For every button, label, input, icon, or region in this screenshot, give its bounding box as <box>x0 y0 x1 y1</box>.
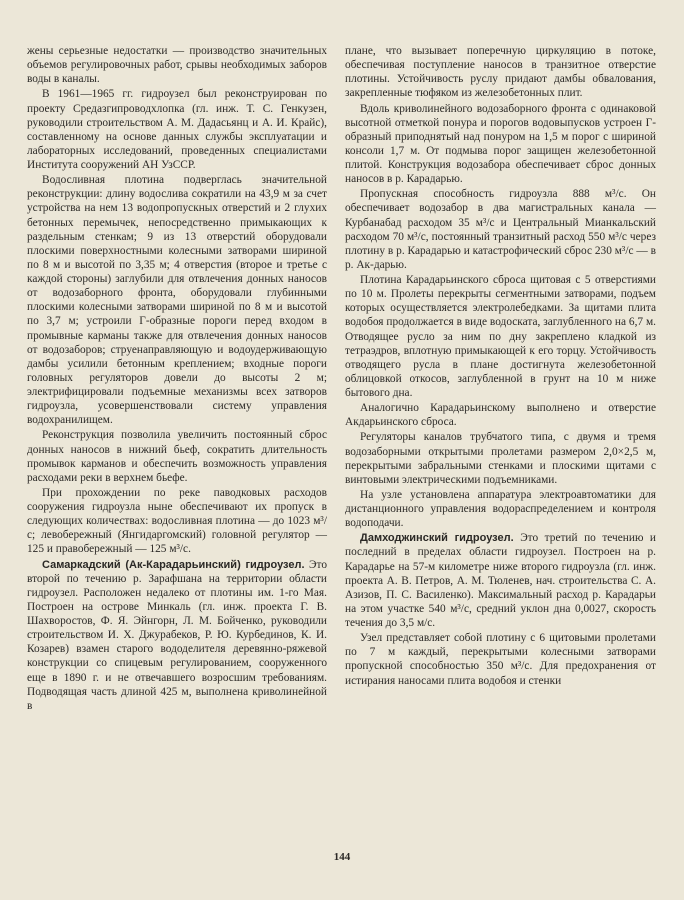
paragraph-body: Это третий по течению и последний в пределах области гидроузел. Построен на р. Карадарье на 57-м километре ниже второго гидроузла (гл. инж. проекта А. В. Петров, А. М. Тюленев, нач. строительства С. А. Азизов, П. С. Василенко). Максимальный расход р. Карадарьи на этом участке 540 м³/с, средний уклон дна 0,0027, скорость течения до 3,5 м/с. <box>345 532 656 629</box>
paragraph <box>345 531 656 630</box>
paragraph: Регуляторы каналов трубчатого типа, с двумя и тремя водозаборными открытыми пролетами размером 2,0×2,5 м, перекрытыми забральными стенками и плоскими щитами с винтовыми электрическими подъемниками. <box>345 431 656 486</box>
left-column <box>27 44 327 713</box>
paragraph: Реконструкция позволила увеличить постоянный сброс донных наносов в нижний бьеф, сократить длительность промывок карманов и обеспечить возможность управления расходами реки в верхнем бьефе. <box>27 429 327 484</box>
paragraph: При прохождении по реке паводковых расходов сооружения гидроузла ныне обеспечивают их пропуск в следующих количествах: водосливная плотина — до 1023 м³/с; левобережный (Янгидаргомский) головной регулятор — 125 и правобережный — 125 м³/с. <box>27 486 327 556</box>
paragraph: Узел представляет собой плотину с 6 щитовыми пролетами по 7 м каждый, перекрытыми колесными затворами пропускной способностью 350 м³/с. Для предохранения от истирания наносами плита водобоя и стенки <box>345 632 656 687</box>
paragraph: жены серьезные недостатки — производство значительных объемов регулировочных работ, срывы необходимых заборов воды в каналы. <box>27 45 327 86</box>
paragraph: В 1961—1965 гг. гидроузел был реконструирован по проекту Средазгипроводхлопка (гл. инж. Т. С. Генкузен, руководили строительством А. М. Дадасьянц и А. И. Крайс), составленному на основе данных службы эксплуатации и лабораторных исследований, проведенных специалистами Института сооружений АН УзССР. <box>27 88 327 171</box>
right-column <box>345 44 656 688</box>
paragraph: Вдоль криволинейного водозаборного фронта с одинаковой высотной отметкой понура и порогов водовыпусков устроен Г-образный приподнятый над понуром на 1,5 м порог с шириной консоли 1,7 м. От подмыва порог защищен железобетонной плитой. Конструкция водозабора обеспечивает сброс донных наносов в р. Карадарью. <box>345 102 656 186</box>
page-number: 144 <box>333 851 351 863</box>
paragraph-body: Это второй по течению р. Зарафшана на территории области гидроузел. Расположен недалеко от плотины им. 1-го Мая. Построен на острове Минкаль (гл. инж. проекта Г. В. Шахворостов, Ф. Я. Эйнгорн, Л. М. Бойченко, руководили строительством И. Х. Джурабеков, Р. Ю. Курбединов, К. И. Козарев) взамен старого вододелителя деревянно-ряжевой конструкции со спицевым регулированием, сооруженного еще в 1890 г. и не отвечавшего возросшим требованиям. Подводящая часть длиной 425 м, выполнена криволинейной в <box>27 558 327 712</box>
paragraph: Пропускная способность гидроузла 888 м³/с. Он обеспечивает водозабор в два магистральных канала — Курбанабад расходом 35 м³/с и Центральный Мианкальский расходом 70 м³/с, постоянный транзитный расход 550 м³/с через плотину в р. Карадарью и катастрофический сброс 230 м³/с — в р. Ак-дарью. <box>345 188 656 271</box>
section-heading: Самаркадский (Ак-Карадарьинский) гидроузел. <box>42 558 305 571</box>
paragraph: Плотина Карадарьинского сброса щитовая с 5 отверстиями по 10 м. Пролеты перекрыты сегментными затворами, подъем которых осуществляется электролебедками. За щитами плита водобоя продолжается в виде водоската, заглубленного на 6,7 м. Отводящее русло за ним по дну закреплено кладкой из тетраэдров, вплотную примыкающей к его торцу. Устойчивость отводящего русла в плане достигнута железобетонной облицовкой откосов, заглубленной в грунт на 10 м ниже бытового дна. <box>345 274 656 399</box>
paragraph: На узле установлена аппаратура электроавтоматики для дистанционного управления водораспределением и контроля водоподачи. <box>345 488 656 530</box>
paragraph: Водосливная плотина подверглась значительной реконструкции: длину водослива сократили на 43,9 м за счет устройства на нем 13 водопропускных отверстий и 2 глухих бетонных перемычек, непосредственно примыкающих к раздельным стенкам; 9 из 13 отверстий оборудовали плоскими поверхностными колесными затворами шириной по 8 м и высотой по 3,35 м; 4 отверстия (второе и третье с каждой стороны) заглубили для отвлечения донных наносов от водозаборного фронта, оборудовали глубинными плоскими колесными затворами шириной по 8 м и высотой по 3,7 м; устроили Г-образные пороги перед входом в промывные карманы также для отвлечения донных наносов от водозаборов; струенаправляющую и водоудерживающую дамбы усилили бетонным креплением; входные пороги головных регуляторов довели до высоты 2 м; электрифицировали подъемные механизмы всех затворов гидроузла, усовершенствовали систему управления водохранилищем. <box>27 174 327 427</box>
paragraph: Аналогично Карадарьинскому выполнено и отверстие Акдарьинского сброса. <box>345 402 656 429</box>
paragraph: плане, что вызывает поперечную циркуляцию в потоке, обеспечивая поступление наносов в транзитное отверстие плотины. Устойчивость руслу придают дамбы обвалования, закрепленные тюфяком из железобетонных плит. <box>345 45 656 100</box>
paragraph <box>27 558 327 713</box>
section-heading: Дамходжинский гидроузел. <box>360 532 514 545</box>
